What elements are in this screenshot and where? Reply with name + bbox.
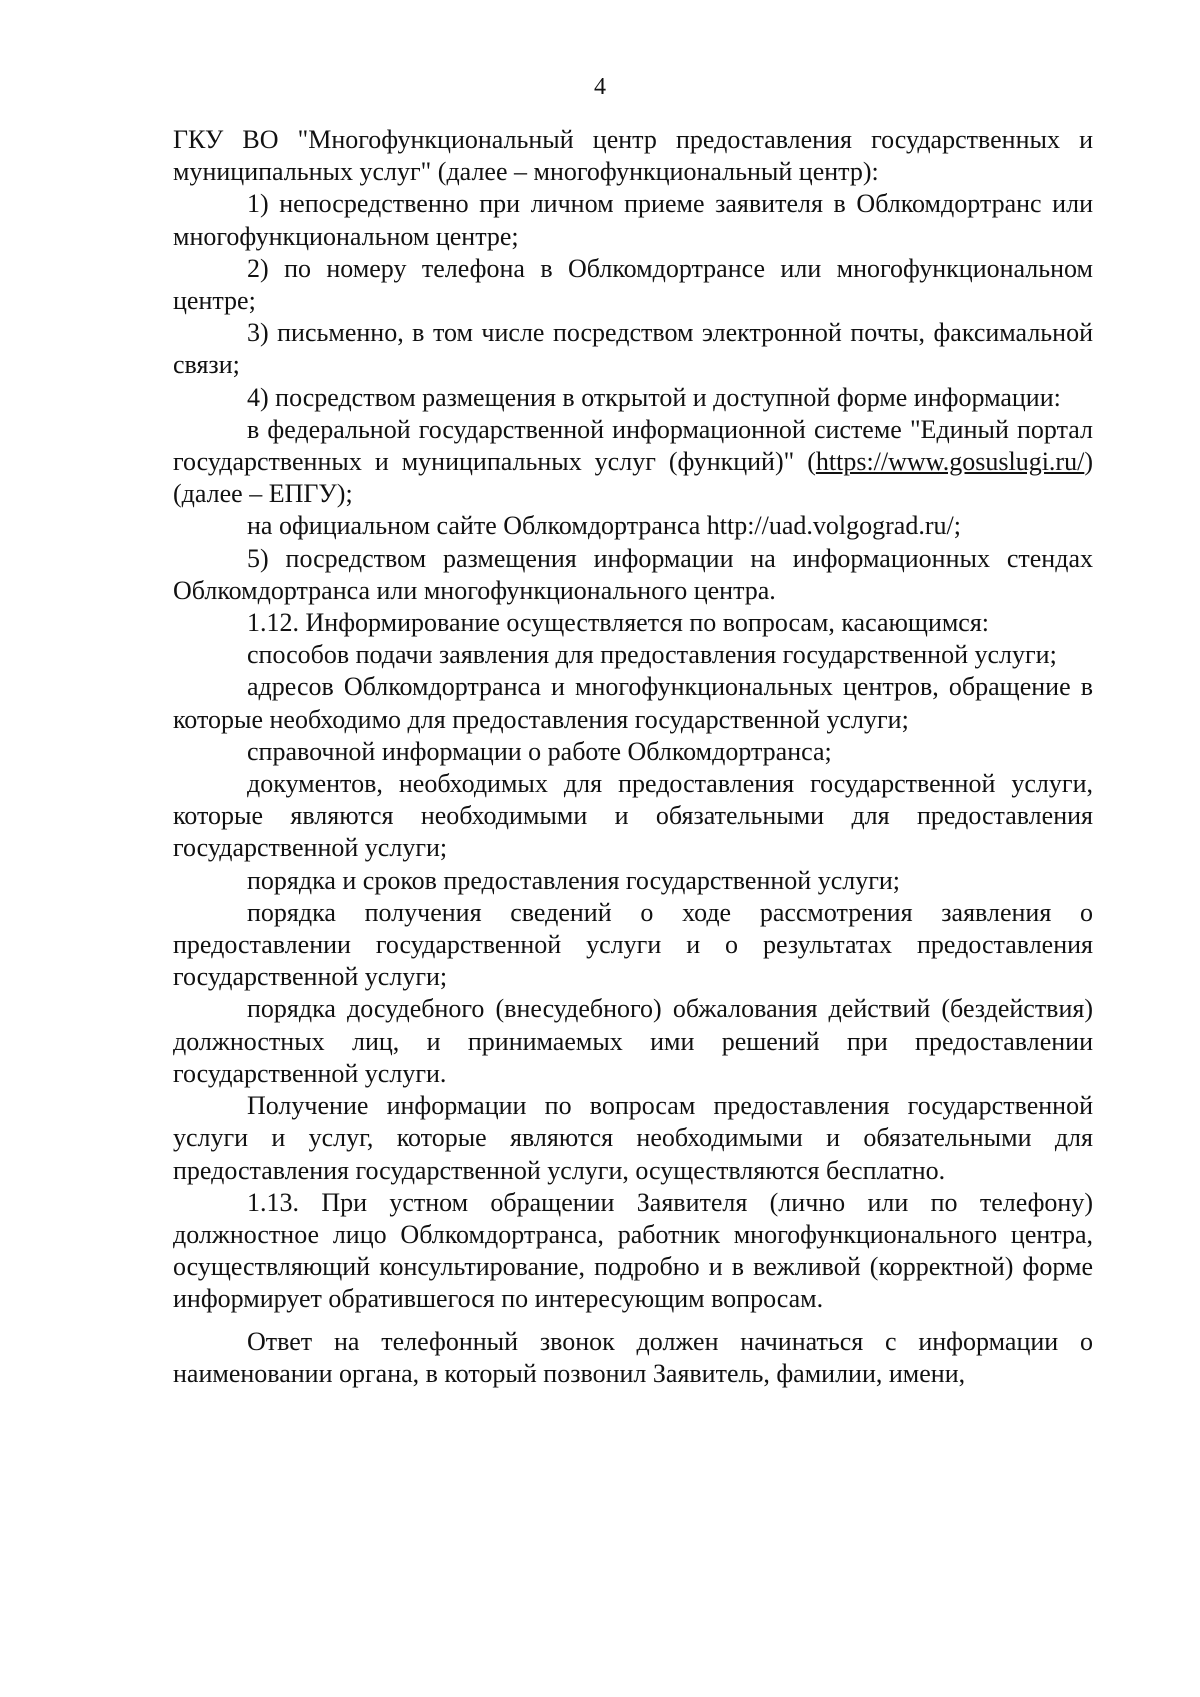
paragraph-procedure-terms: порядка и сроков предоставления государственной услуги;	[247, 865, 901, 895]
paragraph-item-1: 1) непосредственно при личном приеме заявителя в Облкомдортранс или многофункциональном центре;	[173, 189, 1093, 251]
paragraph-item-3: 3) письменно, в том числе посредством электронной почты, факсимальной связи;	[173, 318, 1093, 380]
paragraph-appeal: порядка досудебного (внесудебного) обжалования действий (бездействия) должностных лиц, и принимаемых ими решений при предоставлении государственной услуги.	[173, 994, 1093, 1088]
paragraph-official-site: на официальном сайте Облкомдортранса http://uad.volgograd.ru/;	[247, 511, 961, 541]
paragraph-submission-methods: способов подачи заявления для предоставления государственной услуги;	[247, 640, 1057, 670]
paragraph-item-4: 4) посредством размещения в открытой и доступной форме информации:	[247, 382, 1061, 412]
paragraph-item-5: 5) посредством размещения информации на информационных стендах Облкомдортранса или многофункционального центра.	[173, 543, 1093, 605]
paragraph-epgu-tail: ) (далее – ЕПГУ);	[173, 447, 1093, 509]
paragraph-documents: документов, необходимых для предоставления государственной услуги, которые являются необходимыми и обязательными для предоставления государственной услуги;	[173, 769, 1093, 863]
paragraph-section-1-13: 1.13. При устном обращении Заявителя (лично или по телефону) должностное лицо Облкомдортранса, работник многофункционального центра, осуществляющий консультирование, подробно и в вежливой (корректной) форме информирует обратившегося по интересующим вопросам.	[173, 1187, 1093, 1314]
document-body	[173, 124, 1093, 1390]
paragraph-item-2: 2) по номеру телефона в Облкомдортрансе или многофункциональном центре;	[173, 253, 1093, 316]
paragraph-phone-answer: Ответ на телефонный звонок должен начинаться с информации о наименовании органа, в который позвонил Заявитель, фамилии, имени,	[173, 1326, 1093, 1388]
paragraph-addresses: адресов Облкомдортранса и многофункциональных центров, обращение в которые необходимо для предоставления государственной услуги;	[173, 672, 1093, 734]
paragraph-mfc-intro: ГКУ ВО "Многофункциональный центр предоставления государственных и муниципальных услуг" (далее – многофункциональный центр):	[173, 125, 1093, 187]
paragraph-reference-info: справочной информации о работе Облкомдортранса;	[247, 736, 832, 766]
paragraph-epgu	[173, 414, 1093, 511]
paragraph-progress-info: порядка получения сведений о ходе рассмотрения заявления о предоставлении государственной услуги и о результатах предоставления государственной услуги;	[173, 897, 1093, 992]
paragraph-section-1-12: 1.12. Информирование осуществляется по вопросам, касающимся:	[247, 608, 990, 638]
paragraph-free-of-charge: Получение информации по вопросам предоставления государственной услуги и услуг, которые являются необходимыми и обязательными для предоставления государственной услуги, осуществляются бесплатно.	[173, 1091, 1093, 1185]
page-number: 4	[594, 74, 606, 100]
paragraph-epgu-text: в федеральной государственной информационной системе "Единый портал государственных и муниципальных услуг (функций)" (	[173, 414, 1093, 477]
gosuslugi-link[interactable]: https://www.gosuslugi.ru/	[815, 447, 1085, 477]
